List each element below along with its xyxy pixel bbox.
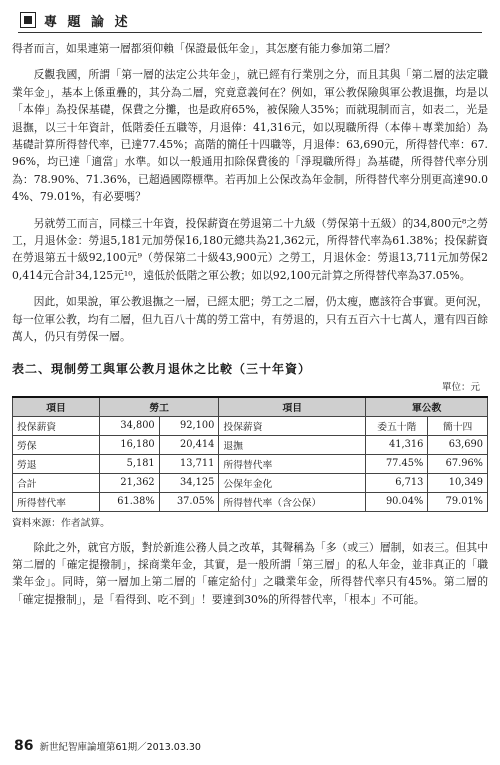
subheader-rank-1: 委五十階 [366, 416, 428, 435]
subheader-rank-2: 簡十四 [428, 416, 488, 435]
table-source: 資料來源：作者試算。 [12, 517, 110, 529]
table-row: 合計 21,362 34,125 公保年金化 6,713 10,349 [13, 473, 488, 492]
col-header-item-2: 項目 [219, 397, 366, 417]
table-row: 所得替代率 61.38% 37.05% 所得替代率（含公保） 90.04% 79.01% [13, 492, 488, 511]
paragraph-4: 因此，如果說，軍公教退撫之一層，已經太肥；勞工之二層，仍太瘦，應該符合事實。更何況，每一位軍公教，均有二層，但九百八十萬的勞工當中，有勞退的，只有五百六十七萬人，還有四百餘萬人，仍只有勞保一層。 [12, 295, 488, 344]
table-unit: 單位：元 [441, 381, 480, 393]
section-title: 專 題 論 述 [44, 15, 131, 30]
page-footer [14, 738, 201, 754]
col-header-civil-servant: 軍公教 [366, 397, 488, 417]
table-row: 勞退 5,181 13,711 所得替代率 77.45% 67.96% [13, 454, 488, 473]
col-header-labor: 勞工 [100, 397, 219, 417]
paragraph-2: 反觀我國，所謂「第一層的法定公共年金」，就已經有行業別之分，而且其與「第二層的法定職業年金」，基本上係重疊的，其分為二層，究竟意義何在？例如，軍公教保險與軍公教退撫，均是以「本俸」為投保基礎，保費之分攤，也是政府65%，被保險人35%；而就現制而言，如表二，光是退撫，以三十年資計，低階委任五職等，月退俸：41,316元，如以現職所得（本俸＋專業加給）為基礎計算所得替代率，已達77.45%；高階的簡任十四職等，月退俸：63,690元，所得替代率：67.96%，均已達「適當」水準。如以一般通用扣除保費後的「淨現職所得」為基礎，所得替代率分別為：78.90%、71.36%，已超過國際標準。若再加上公保改為年金制，所得替代率分別更高達90.04%、79.01%，有必要嗎？ [12, 68, 488, 204]
paragraph-1: 得者而言，如果連第一層都須仰賴「保證最低年金」，其怎麼有能力參加第二層？ [12, 42, 396, 55]
page-header [18, 8, 482, 34]
paragraph-5: 除此之外，就官方版，對於新進公務人員之改革，其聲稱為「多（或三）層制，如表三。但其中第二層的「確定提撥制」，採商業年金，其實，是一般所謂「第三層」的私人年金，並非真正的「職業年金」。同時，第一層加上第二層的「確定給付」之職業年金，所得替代率只有45%。第二層的「確定提撥制」，是「看得到、吃不到」！要達到30%的所得替代率，「根本」不可能。 [12, 540, 488, 606]
publication-info: 新世紀智庫論壇第61期／2013.03.30 [39, 742, 201, 753]
col-header-item-1: 項目 [13, 397, 100, 417]
header-rule [18, 32, 482, 33]
section-emblem-icon [20, 12, 36, 28]
article-body [12, 40, 488, 617]
table-title: 表二、現制勞工與軍公教月退休之比較（三十年資） [12, 361, 312, 376]
comparison-table [12, 396, 488, 512]
page-number: 86 [14, 738, 34, 754]
table-row: 勞保 16,180 20,414 退撫 41,316 63,690 [13, 435, 488, 454]
paragraph-3: 另就勞工而言，同樣三十年資，投保薪資在勞退第二十九級（勞保第十五級）的34,800元⁸之勞工，月退休金：勞退5,181元加勞保16,180元總共為21,362元，所得替代率為61.38%；投保薪資在勞退第五十級92,100元⁹（勞保第二十級43,900元）之勞工，月退休金：勞退13,711元加勞保20,414元合計34,125元¹⁰，遠低於低階之軍公教；如以92,100元計算之所得替代率為37.05%。 [12, 216, 488, 282]
table-row: 投保薪資 34,800 92,100 投保薪資 委五十階 簡十四 [13, 416, 488, 435]
